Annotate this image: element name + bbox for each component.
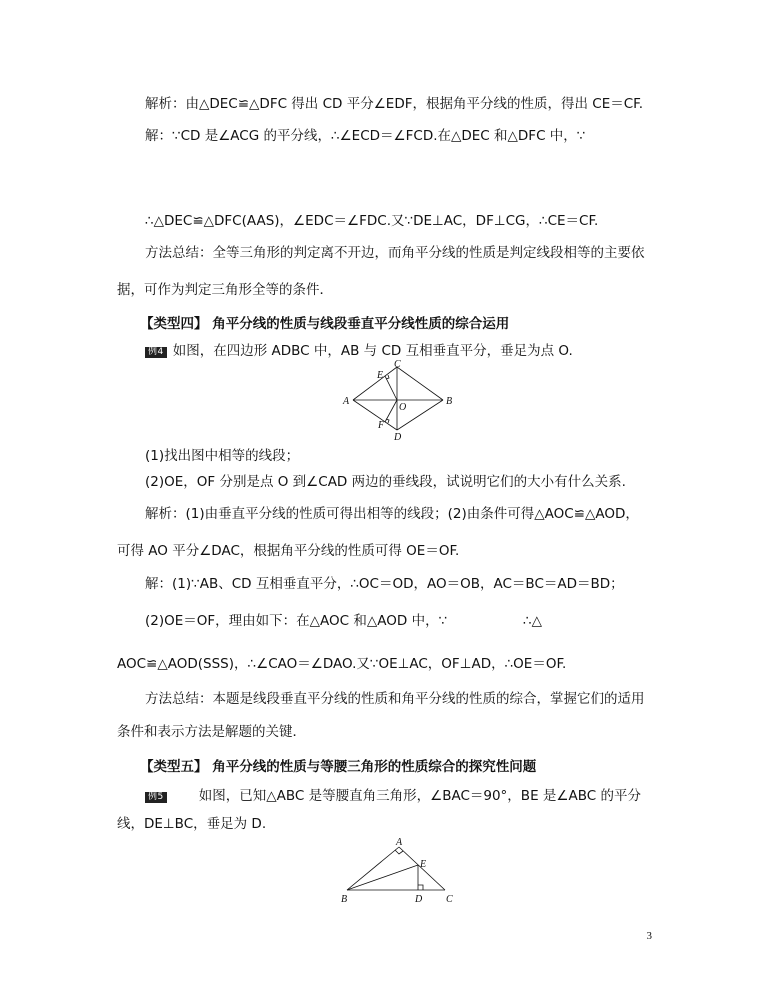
segment-da <box>353 400 397 430</box>
line-4: 方法总结：全等三角形的判定离不开边，而角平分线的性质是判定线段相等的主要依 <box>145 245 645 261</box>
solution-line-1: 解：(1)∵AB、CD 互相垂直平分，∴OC＝OD，AO＝OB，AC＝BC＝AD＝BD； <box>145 576 624 592</box>
label-f: F <box>378 420 385 431</box>
label-b: B <box>446 396 453 407</box>
example-5-text: 如图，已知△ABC 是等腰直角三角形，∠BAC＝90°，BE 是∠ABC 的平分 <box>198 788 641 804</box>
example-5-line <box>145 787 641 805</box>
question-1: (1)找出图中相等的线段； <box>145 448 300 464</box>
figure-quadrilateral-adbc <box>335 360 465 445</box>
example-badge: 例5 <box>145 792 167 803</box>
segment-be <box>347 865 418 890</box>
line-2: 解：∵CD 是∠ACG 的平分线，∴∠ECD＝∠FCD.在△DEC 和△DFC 中，∵ <box>145 128 586 144</box>
label-o: O <box>399 402 407 413</box>
example-4-line <box>145 342 573 360</box>
label-b: B <box>341 894 348 905</box>
segment-of <box>385 400 397 422</box>
label-c: C <box>394 360 401 370</box>
section-heading-4: 【类型四】 角平分线的性质与线段垂直平分线性质的综合运用 <box>140 316 510 332</box>
example-5-line-2: 线，DE⊥BC，垂足为 D. <box>117 816 267 832</box>
segment-ac <box>353 367 397 400</box>
example-badge: 例4 <box>145 347 167 358</box>
line-5: 据，可作为判定三角形全等的条件． <box>117 282 333 298</box>
figure-right-triangle-abc <box>335 838 465 908</box>
label-e: E <box>420 859 427 870</box>
page-number: 3 <box>646 930 652 942</box>
example-4-text: 如图，在四边形 ADBC 中，AB 与 CD 互相垂直平分，垂足为点 O. <box>172 343 573 359</box>
segment-oe <box>385 376 397 400</box>
label-c: C <box>446 894 453 905</box>
label-a: A <box>396 838 403 848</box>
label-d: D <box>394 432 402 443</box>
summary-line-1: 方法总结：本题是线段垂直平分线的性质和角平分线的性质的综合，掌握它们的适用 <box>145 691 645 707</box>
analysis-line-1: 解析：(1)由垂直平分线的性质可得出相等的线段；(2)由条件可得△AOC≌△AOD， <box>145 506 639 522</box>
line-3: ∴△DEC≌△DFC(AAS)，∠EDC＝∠FDC.又∵DE⊥AC，DF⊥CG，∴CE＝CF. <box>145 213 599 229</box>
label-e: E <box>377 370 384 381</box>
segment-ab <box>347 847 399 890</box>
label-a: A <box>343 396 350 407</box>
solution-line-3: AOC≌△AOD(SSS)，∴∠CAO＝∠DAO.又∵OE⊥AC，OF⊥AD，∴OE＝OF. <box>117 656 567 672</box>
summary-line-2: 条件和表示方法是解题的关键． <box>117 724 306 740</box>
solution-line-2a: (2)OE＝OF，理由如下：在△AOC 和△AOD 中，∵ <box>145 613 448 629</box>
question-2: (2)OE，OF 分别是点 O 到∠CAD 两边的垂线段，试说明它们的大小有什么关系. <box>145 474 626 490</box>
solution-line-2b: ∴△ <box>523 613 542 629</box>
section-heading-5: 【类型五】 角平分线的性质与等腰三角形的性质综合的探究性问题 <box>140 759 537 775</box>
line-1: 解析：由△DEC≌△DFC 得出 CD 平分∠EDF，根据角平分线的性质，得出 CE＝CF. <box>145 96 644 112</box>
segment-cb <box>397 367 443 400</box>
analysis-line-2: 可得 AO 平分∠DAC，根据角平分线的性质可得 OE＝OF. <box>117 543 460 559</box>
label-d: D <box>415 894 423 905</box>
